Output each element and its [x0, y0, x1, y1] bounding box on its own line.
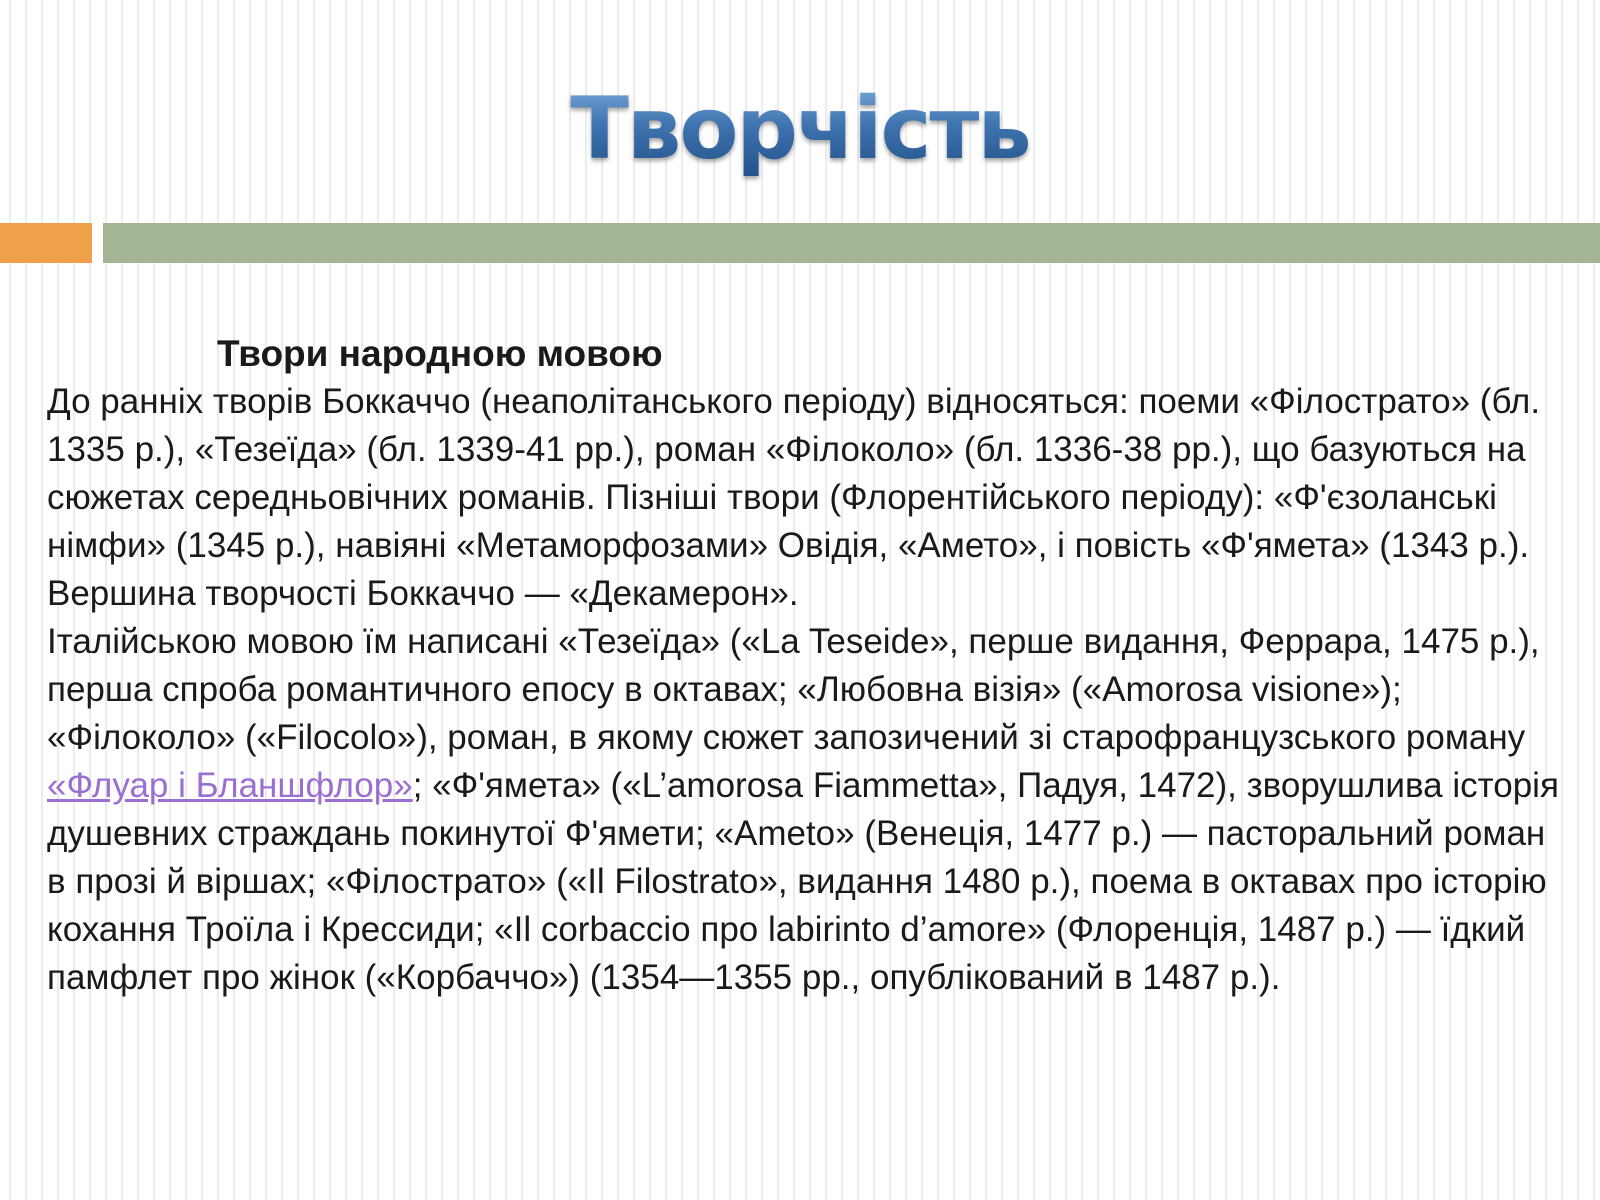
early-works-paragraph: До ранніх творів Боккаччо (неаполітанського періоду) відносяться: поеми «Філострато» (бл. 1335 р.), «Тезеїда» (бл. 1339-41 рр.), роман «Філоколо» (бл. 1336-38 рр.), що базуються на сюжетах середньовічних романів. Пізніші твори (Флорентійського періоду): «Ф'єзоланські німфи» (1345 р.), навіяні «Метаморфозами» Овідія, «Амето», і повість «Ф'ямета» (1343 р.). Вершина творчості Боккаччо — «Декамерон». — [47, 382, 1541, 613]
floire-blancheflor-link[interactable]: «Флуар і Бланшфлор» — [47, 766, 413, 805]
slide-content — [47, 330, 1567, 1002]
accent-bar-green — [103, 223, 1600, 263]
section-heading: Твори народною мовою — [217, 333, 663, 374]
italian-works-text-start: Італійською мовою їм написані «Тезеїда» («La Teseide», перше видання, Феррара, 1475 р.), перша спроба романтичного епосу в октавах; «Любовна візія» («Amorosa visione»); «Філоколо» («Filocolo»), роман, в якому сюжет запозичений зі старофранцузського роману — [47, 622, 1540, 757]
italian-works-text-end: ; «Ф'ямета» («L’amorosa Fiammetta», Падуя, 1472), зворушлива історія душевних страждань покинутої Ф'ямети; «Ameto» (Венеція, 1477 р.) — пасторальний роман в прозі й віршах; «Філострато» («Il Filostrato», видання 1480 р.), поема в октавах про історію кохання Троїла і Крессиди; «Il corbaccio про labirinto d’amore» (Флоренція, 1487 р.) — їдкий памфлет про жінок («Корбаччо») (1354—1355 рр., опублікований в 1487 р.). — [47, 766, 1559, 997]
slide-title: Творчість — [0, 78, 1600, 181]
accent-bar-orange — [0, 223, 92, 263]
italian-works-paragraph — [47, 618, 1567, 1002]
